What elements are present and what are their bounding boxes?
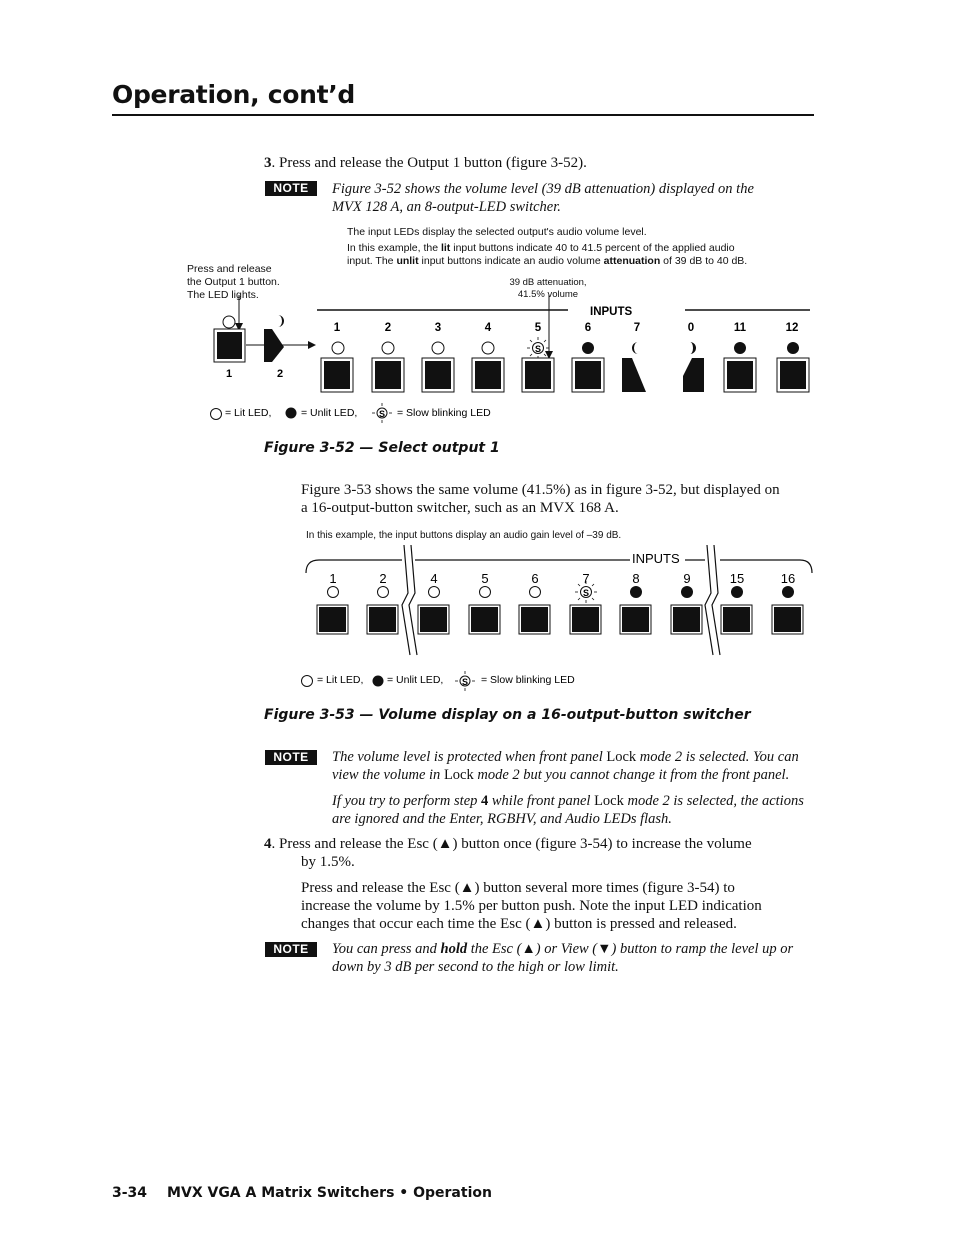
input-number-row [334,322,799,334]
svg-text:6: 6 [531,571,539,586]
legend-unlit-text: = Unlit LED, [387,674,444,686]
svg-text:1: 1 [333,322,341,334]
output-label: 1 [225,368,233,380]
figure-53-caption: Figure 3-53 — Volume display on a 16-output-button switcher [264,707,751,723]
figure-52-description [347,226,787,268]
lit-led [530,587,541,598]
unlit-led [582,342,594,354]
lit-led [480,587,491,598]
panel-outline [306,560,402,573]
footer [112,1185,492,1201]
legend-lit-text: = Lit LED, [225,407,272,419]
lit-led [223,316,235,328]
note-badge: NOTE [265,942,317,957]
desc-line: input. The unlit input buttons indicate an audio volume attenuation of 39 dB to 40 dB. [347,255,748,267]
svg-text:7: 7 [582,571,590,586]
step-4-continuation: by 1.5%. [301,854,355,870]
note-badge: NOTE [265,181,317,196]
note-1 [332,180,754,216]
inputs-label: INPUTS [632,551,680,566]
svg-text:12: 12 [785,322,799,334]
attenuation-callout: 39 dB attenuation, 41.5% volume [509,277,587,300]
input-button-row [321,358,809,392]
unlit-led-partial [632,342,638,354]
page-title: Operation, cont’d [112,80,356,109]
step-number: 3 [264,155,272,171]
note-line: If you try to perform step 4 while front panel Lock mode 2 is selected, the actions [332,793,804,809]
legend-unlit-text: = Unlit LED, [301,407,358,419]
lit-led [482,342,494,354]
svg-text:S: S [461,677,469,687]
note-line: are ignored and the Enter, RGBHV, and Audio LEDs flash. [332,811,672,827]
figure-53-description: In this example, the input buttons display an audio gain level of –39 dB. [306,530,622,541]
note-line: MVX 128 A, an 8-output-LED switcher. [332,199,561,215]
unlit-led-partial [278,315,284,327]
unlit-led [630,586,642,598]
lit-led [328,587,339,598]
figure-52-diagram [180,295,820,430]
lit-led [332,342,344,354]
svg-text:S: S [582,588,590,598]
desc-line: In this example, the lit input buttons indicate 40 to 41.5 percent of the applied audio [347,242,735,254]
note-line: view the volume in Lock mode 2 but you cannot change it from the front panel. [332,767,790,783]
lit-led [432,342,444,354]
output-2-button-partial [264,329,284,362]
note-3 [332,940,793,976]
note-line: Figure 3-52 shows the volume level (39 dB attenuation) displayed on the [332,181,754,197]
svg-text:8: 8 [632,571,640,586]
legend-blink-text: = Slow blinking LED [481,674,575,686]
desc-line: The input LEDs display the selected output's audio volume level. [347,226,647,238]
legend-blink-led [455,671,475,691]
lit-led [382,342,394,354]
title-rule [112,114,814,116]
break-mark [402,545,410,655]
break-mark [712,545,720,655]
unlit-led [731,586,743,598]
svg-text:5: 5 [481,571,489,586]
svg-text:1: 1 [329,571,337,586]
slow-blinking-led [527,337,549,359]
lit-led [429,587,440,598]
svg-text:3: 3 [434,322,442,334]
break-mark [705,545,713,655]
note-line: You can press and hold the Esc (▲) or View (▼) button to ramp the level up or [332,941,794,957]
svg-text:6: 6 [584,322,592,334]
unlit-led [681,586,693,598]
unlit-led [787,342,799,354]
figure-52-caption: Figure 3-52 — Select output 1 [264,440,500,456]
svg-text:16: 16 [780,571,796,586]
step-4-paragraph: Press and release the Esc (▲) button several more times (figure 3-54) to increase the volume by 1.5% per button push. Note the input LED indication changes that occur each time the Esc (▲) button is pressed and released. [301,880,762,932]
step-number: 4 [264,836,272,852]
unlit-led-partial [690,342,696,354]
note-line: The volume level is protected when front panel Lock mode 2 is selected. You can [332,749,799,765]
page-number: 3-34 [112,1185,148,1201]
svg-text:4: 4 [484,322,492,334]
svg-text:5: 5 [534,322,542,334]
legend-lit-text: = Lit LED, [317,674,364,686]
legend-unlit-led [286,408,297,419]
legend-lit-led [302,676,313,687]
step-text: . Press and release the Esc (▲) button once (figure 3-54) to increase the volume [271,836,752,852]
press-callout: Press and release the Output 1 button. The LED lights. [187,263,280,301]
note-line: down by 3 dB per second to the high or low limit. [332,959,619,975]
legend-blink-text: = Slow blinking LED [397,407,491,419]
unlit-led [782,586,794,598]
inputs-label: INPUTS [590,306,633,318]
input-button-row [317,605,803,634]
svg-text:2: 2 [384,322,392,334]
svg-text:S: S [534,344,542,354]
svg-text:15: 15 [729,571,745,586]
step-4 [264,835,752,853]
lit-led [378,587,389,598]
figure-53-diagram [300,543,820,693]
svg-text:9: 9 [683,571,691,586]
input-number-row [329,571,795,586]
note-2 [332,748,804,828]
figure-53-paragraph: Figure 3-53 shows the same volume (41.5%) as in figure 3-52, but displayed on a 16-output-button switcher, such as an MVX 168 A. [301,482,780,516]
output-1-button-face [217,332,242,359]
svg-text:2: 2 [379,571,387,586]
svg-text:S: S [378,409,386,419]
output-label: 2 [276,368,284,380]
footer-title: MVX VGA A Matrix Switchers • Operation [167,1185,492,1201]
svg-text:4: 4 [430,571,438,586]
break-mark [409,545,417,655]
legend-unlit-led [373,676,384,687]
unlit-led [734,342,746,354]
svg-text:7: 7 [633,322,641,334]
legend-blink-led [372,403,392,423]
arrow-head [308,341,316,349]
step-3 [264,154,587,172]
svg-text:11: 11 [733,322,747,334]
step-text: . Press and release the Output 1 button (figure 3-52). [271,155,587,171]
note-badge: NOTE [265,750,317,765]
svg-text:0: 0 [687,322,695,334]
legend-lit-led [211,409,222,420]
